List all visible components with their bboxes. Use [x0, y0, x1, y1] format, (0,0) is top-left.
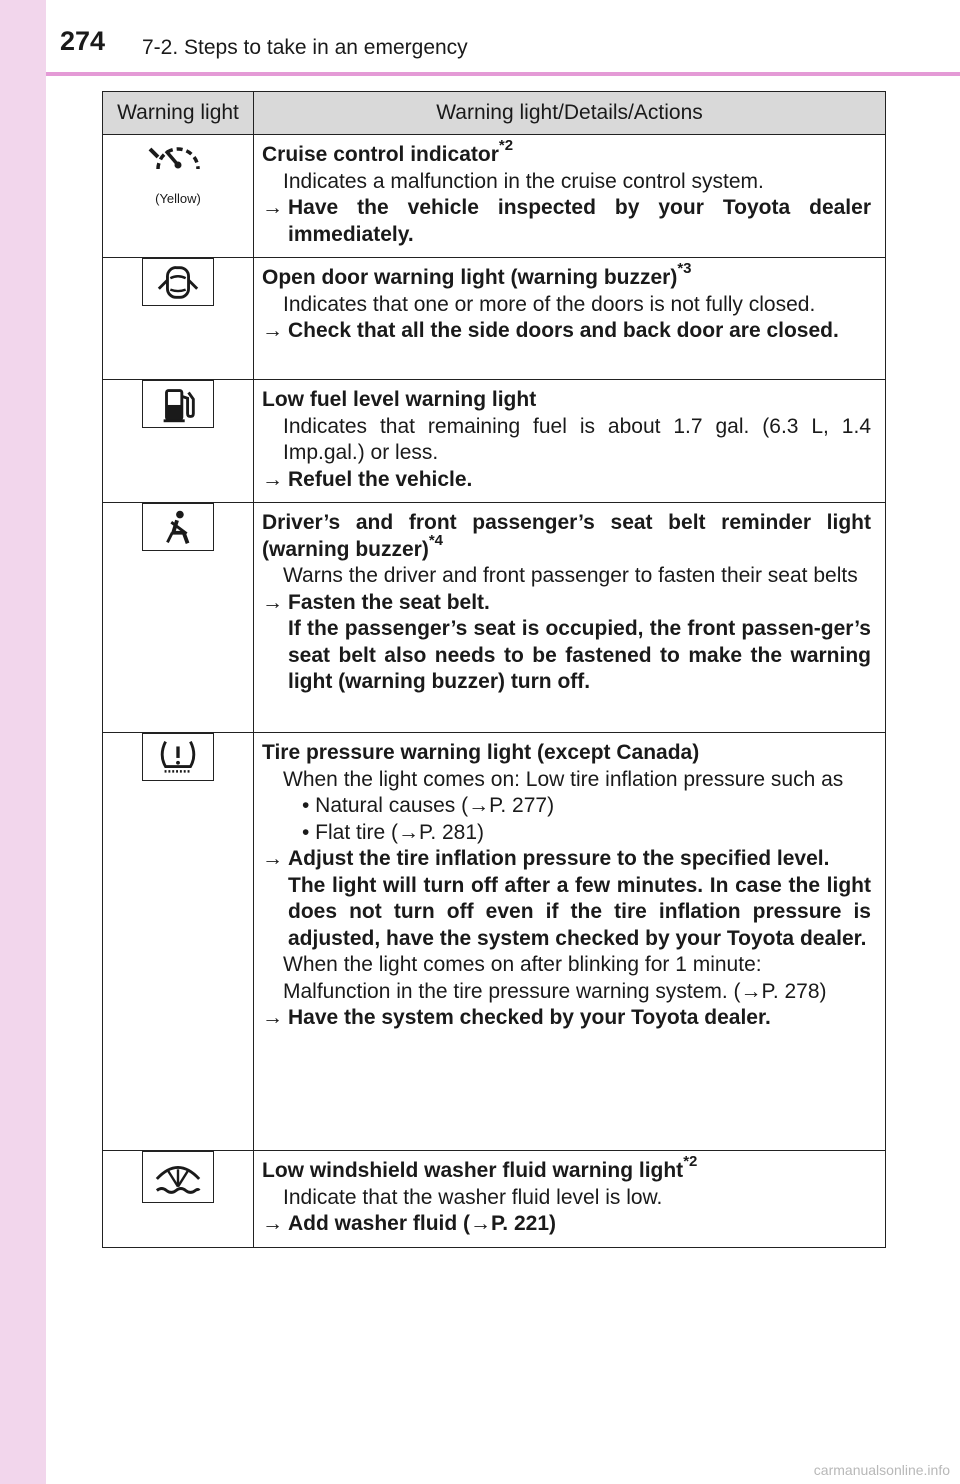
warning-title: Cruise control indicator	[262, 143, 499, 166]
section-title: 7-2. Steps to take in an emergency	[142, 36, 468, 59]
watermark: carmanualsonline.info	[813, 1462, 950, 1478]
icon-cell	[103, 380, 254, 503]
icon-cell	[103, 503, 254, 733]
header-rule	[46, 72, 960, 76]
header-warning-light: Warning light	[103, 92, 254, 135]
table-row	[103, 380, 886, 503]
warning-description: Indicates that one or more of the doors is not fully closed.	[283, 292, 816, 316]
header-details-actions: Warning light/Details/Actions	[254, 92, 886, 135]
table-row	[103, 503, 886, 733]
table-header-row	[103, 92, 886, 135]
table-row	[103, 733, 886, 1151]
details-cell	[254, 258, 886, 380]
arrow-icon: →	[262, 319, 283, 342]
warning-description-3: Malfunction in the tire pressure warning system. (→P. 278)	[283, 979, 827, 1003]
warning-action: Check that all the side doors and back door are closed.	[288, 319, 839, 342]
arrow-icon: →	[262, 590, 283, 614]
washer-fluid-icon	[142, 1151, 214, 1203]
warning-action-2: Have the system checked by your Toyota dealer.	[288, 1006, 771, 1029]
arrow-icon: →	[262, 847, 283, 870]
table-row	[103, 258, 886, 380]
page-number: 274	[60, 26, 106, 56]
warning-title: Tire pressure warning light (except Canada)	[262, 741, 700, 764]
warning-description-2: When the light comes on after blinking for 1 minute:	[283, 953, 762, 976]
details-cell	[254, 503, 886, 733]
warning-action: Fasten the seat belt.	[288, 590, 490, 614]
warning-description: Indicates that remaining fuel is about 1.7 gal. (6.3 L, 1.4 Imp.gal.) or less.	[283, 414, 871, 464]
warning-description: When the light comes on: Low tire inflation pressure such as	[283, 767, 844, 791]
arrow-icon: →	[262, 1212, 283, 1235]
arrow-icon: →	[262, 467, 283, 491]
warning-title: Low fuel level warning light	[262, 388, 537, 411]
footnote-ref: *2	[683, 1153, 698, 1170]
footnote-ref: *2	[498, 137, 514, 154]
warning-light-table	[102, 91, 886, 1248]
tire-pressure-icon	[142, 733, 214, 781]
details-cell	[254, 380, 886, 503]
footnote-ref: *4	[428, 531, 444, 549]
icon-cell	[103, 1151, 254, 1248]
cruise-control-icon	[142, 135, 214, 189]
warning-action: Have the vehicle inspected by your Toyota dealer immediately.	[288, 196, 871, 246]
footnote-ref: *3	[677, 260, 692, 277]
warning-action: Refuel the vehicle.	[288, 467, 473, 491]
icon-caption: (Yellow)	[155, 191, 201, 206]
warning-description: Indicates a malfunction in the cruise control system.	[283, 169, 764, 193]
side-band	[0, 0, 46, 1484]
warning-description: Indicate that the washer fluid level is low.	[283, 1185, 663, 1209]
warning-action: Adjust the tire inflation pressure to the specified level.	[288, 847, 830, 870]
open-door-icon	[142, 258, 214, 306]
warning-description: Warns the driver and front passenger to fasten their seat belts	[283, 564, 858, 587]
warning-action: Add washer fluid (→P. 221)	[288, 1212, 557, 1235]
fuel-pump-icon	[142, 380, 214, 428]
warning-title: Low windshield washer fluid warning light	[262, 1159, 684, 1182]
table-row	[103, 1151, 886, 1248]
list-item: • Natural causes (→P. 277)	[302, 794, 555, 817]
details-cell	[254, 1151, 886, 1248]
list-item: • Flat tire (→P. 281)	[302, 820, 485, 844]
arrow-icon: →	[262, 1006, 283, 1029]
arrow-icon: →	[262, 196, 283, 219]
details-cell	[254, 733, 886, 1151]
seat-belt-icon	[142, 503, 214, 551]
icon-cell	[103, 135, 254, 258]
warning-action-detail: The light will turn off after a few minutes. In case the light does not turn off even if the tire inflation pressure is adjusted, have the system checked by your Toyota dealer.	[288, 873, 871, 950]
warning-action-detail: If the passenger’s seat is occupied, the front passen-ger’s seat belt also needs to be fastened to make the warning light (warning buzzer) turn off.	[288, 617, 871, 693]
details-cell	[254, 135, 886, 258]
warning-title: Open door warning light (warning buzzer)	[262, 266, 678, 289]
warning-title: Driver’s and front passenger’s seat belt reminder light (warning buzzer)	[262, 511, 871, 561]
icon-cell	[103, 733, 254, 1151]
table-row	[103, 135, 886, 258]
icon-cell	[103, 258, 254, 380]
